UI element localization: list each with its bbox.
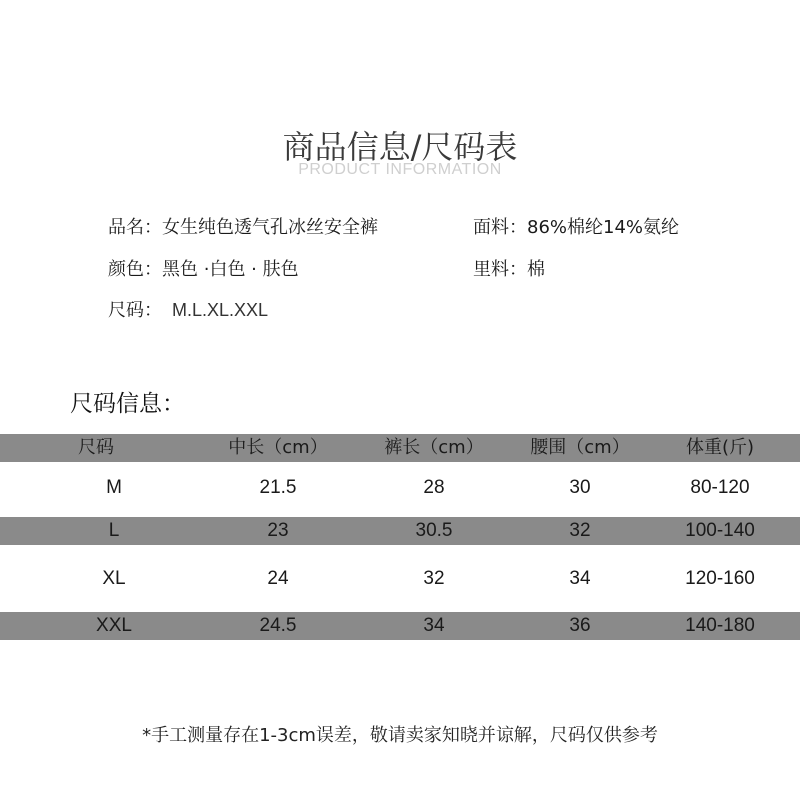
cell-weight: 140-180 bbox=[685, 615, 755, 636]
table-row bbox=[0, 474, 800, 502]
header-size: 尺码 bbox=[78, 437, 114, 458]
cell-size: XXL bbox=[96, 615, 132, 636]
measurement-footnote: *手工测量存在1-3cm误差，敬请卖家知晓并谅解，尺码仅供参考 bbox=[142, 725, 658, 746]
cell-size: XL bbox=[102, 568, 126, 589]
product-name: 品名：女生纯色透气孔冰丝安全裤 bbox=[108, 217, 378, 238]
cell-size: L bbox=[108, 520, 120, 541]
cell-weight: 120-160 bbox=[685, 568, 755, 589]
product-lining: 里料：棉 bbox=[473, 259, 545, 280]
cell-mid-length: 24.5 bbox=[259, 615, 297, 636]
cell-waist: 30 bbox=[569, 477, 591, 498]
product-size-label: 尺码： bbox=[108, 300, 162, 321]
cell-waist: 34 bbox=[569, 568, 591, 589]
cell-waist: 32 bbox=[569, 520, 591, 541]
table-row bbox=[0, 517, 800, 545]
size-section-title: 尺码信息： bbox=[70, 391, 185, 417]
size-table-header bbox=[0, 434, 800, 462]
header-pants-length: 裤长（cm） bbox=[384, 437, 484, 458]
cell-size: M bbox=[106, 477, 122, 498]
cell-waist: 36 bbox=[569, 615, 591, 636]
product-fabric: 面料：86%棉纶14%氨纶 bbox=[473, 217, 680, 238]
page-title: 商品信息/尺码表 bbox=[282, 128, 518, 166]
header-weight: 体重(斤) bbox=[685, 437, 755, 458]
cell-pants-length: 28 bbox=[423, 477, 445, 498]
table-row bbox=[0, 565, 800, 593]
product-size-value: M.L.XL.XXL bbox=[172, 300, 269, 320]
cell-mid-length: 21.5 bbox=[259, 477, 297, 498]
cell-weight: 100-140 bbox=[685, 520, 755, 541]
product-size bbox=[108, 296, 268, 322]
cell-weight: 80-120 bbox=[690, 477, 750, 498]
cell-pants-length: 34 bbox=[423, 615, 445, 636]
product-color: 颜色：黑色 ·白色 · 肤色 bbox=[108, 259, 299, 280]
page-subtitle: PRODUCT INFORMATION bbox=[298, 161, 502, 178]
cell-pants-length: 32 bbox=[423, 568, 445, 589]
table-row bbox=[0, 612, 800, 640]
header-mid-length: 中长（cm） bbox=[228, 437, 328, 458]
header-waist: 腰围（cm） bbox=[530, 437, 630, 458]
cell-mid-length: 23 bbox=[267, 520, 289, 541]
cell-mid-length: 24 bbox=[267, 568, 289, 589]
cell-pants-length: 30.5 bbox=[415, 520, 453, 541]
